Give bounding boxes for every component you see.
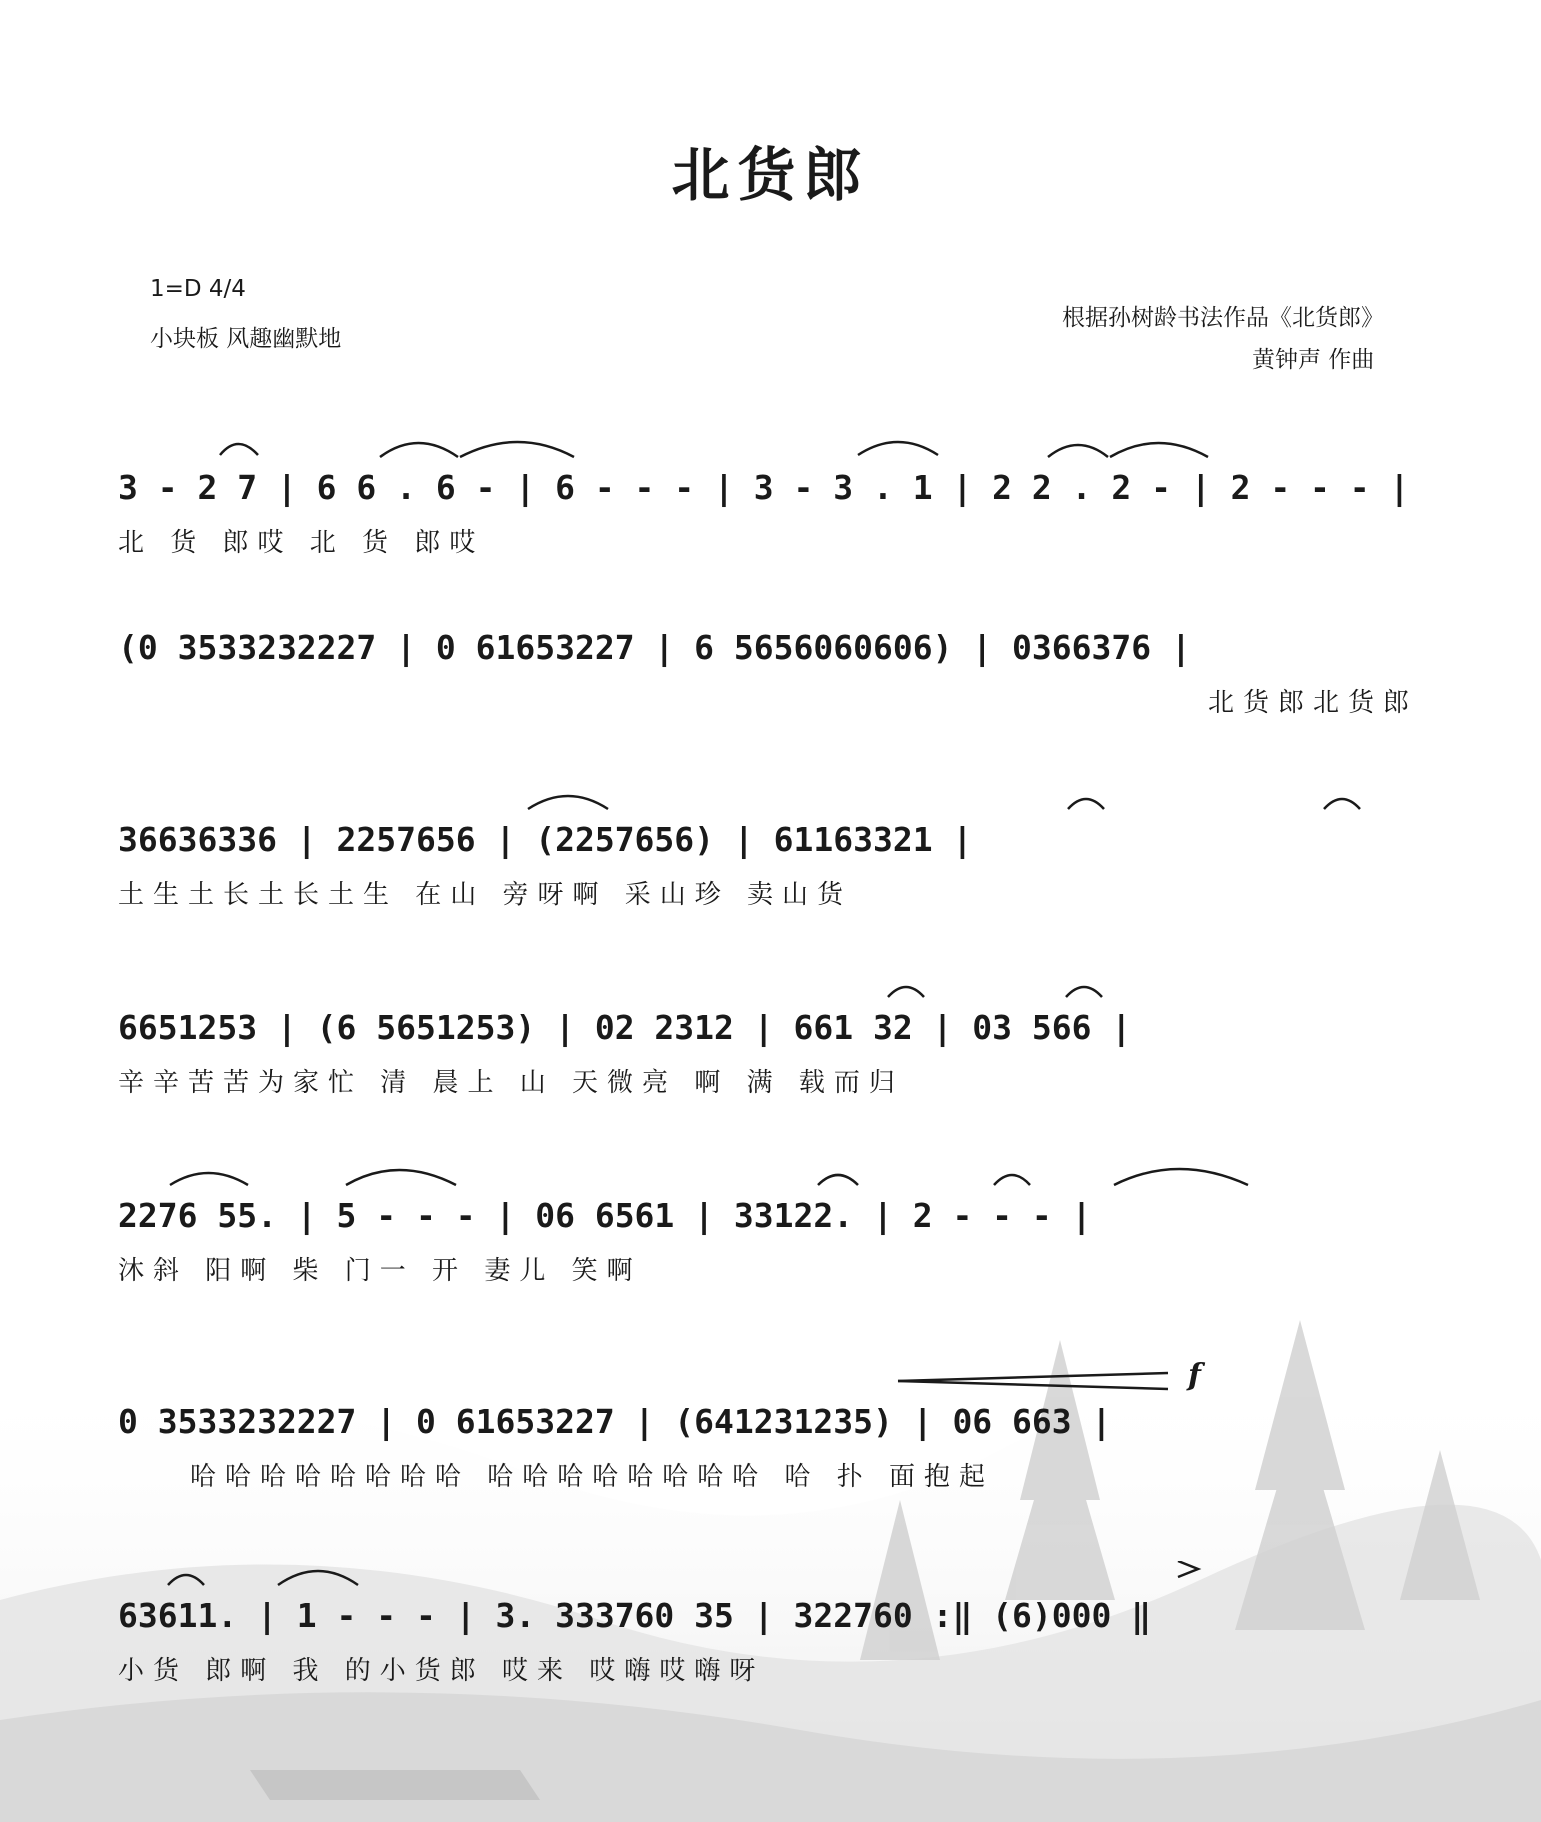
lyrics-line: 沐斜 阳啊 柴 门一 开 妻儿 笑啊 — [118, 1256, 642, 1286]
score-system-4 — [118, 1008, 1423, 1128]
dynamic-forte: f — [1188, 1358, 1201, 1393]
source-note: 根据孙树龄书法作品《北货郎》 — [1062, 305, 1384, 331]
composer-credit: 黄钟声 作曲 — [1252, 347, 1375, 373]
score-system-6 — [118, 1358, 1423, 1522]
notation-line: 0 3533232227 | 0 61653227 | (641231235) | 06 663 | — [118, 1402, 1112, 1441]
notation-line: 36636336 | 2257656 | (2257656) | 61163321 | — [118, 820, 973, 859]
lyrics-line: 北货郎北货郎 — [1208, 688, 1419, 718]
lyrics-line: 北 货 郎哎 北 货 郎哎 — [118, 528, 485, 558]
lyrics-line: 哈哈哈哈哈哈哈哈 哈哈哈哈哈哈哈哈 哈 扑 面抱起 — [190, 1462, 995, 1492]
song-title: 北货郎 — [671, 141, 870, 209]
lyrics-line: 小货 郎啊 我 的小货郎 哎来 哎嗨哎嗨呀 — [118, 1656, 765, 1686]
notation-line: 3 - 2 7 | 6 6 . 6 - | 6 - - - | 3 - 3 . 1 | 2 2 . 2 - | 2 - - - | — [118, 468, 1410, 507]
score-system-5 — [118, 1196, 1423, 1316]
background-scenery — [0, 1300, 1541, 1822]
notation-line: 2276 55. | 5 - - - | 06 6561 | 33122. | 2 - - - | — [118, 1196, 1092, 1235]
score-system-7 — [118, 1596, 1423, 1716]
score-system-3 — [118, 820, 1423, 940]
tempo-marking: 小块板 风趣幽默地 — [150, 326, 342, 352]
notation-line: 6651253 | (6 5651253) | 02 2312 | 661 32 | 03 566 | — [118, 1008, 1132, 1047]
notation-line: (0 3533232227 | 0 61653227 | 6 5656060606) | 0366376 | — [118, 628, 1191, 667]
score-system-2 — [118, 628, 1423, 748]
score-system-1 — [118, 468, 1423, 588]
notation-line: 63611. | 1 - - - | 3. 333760 35 | 322760 :‖ (6)000 ‖ — [118, 1596, 1152, 1635]
key-signature: 1=D 4/4 — [150, 276, 246, 302]
lyrics-line: 辛辛苦苦为家忙 清 晨上 山 天微亮 啊 满 载而归 — [118, 1068, 904, 1098]
lyrics-line: 土生土长土长土生 在山 旁呀啊 采山珍 卖山货 — [118, 880, 853, 910]
